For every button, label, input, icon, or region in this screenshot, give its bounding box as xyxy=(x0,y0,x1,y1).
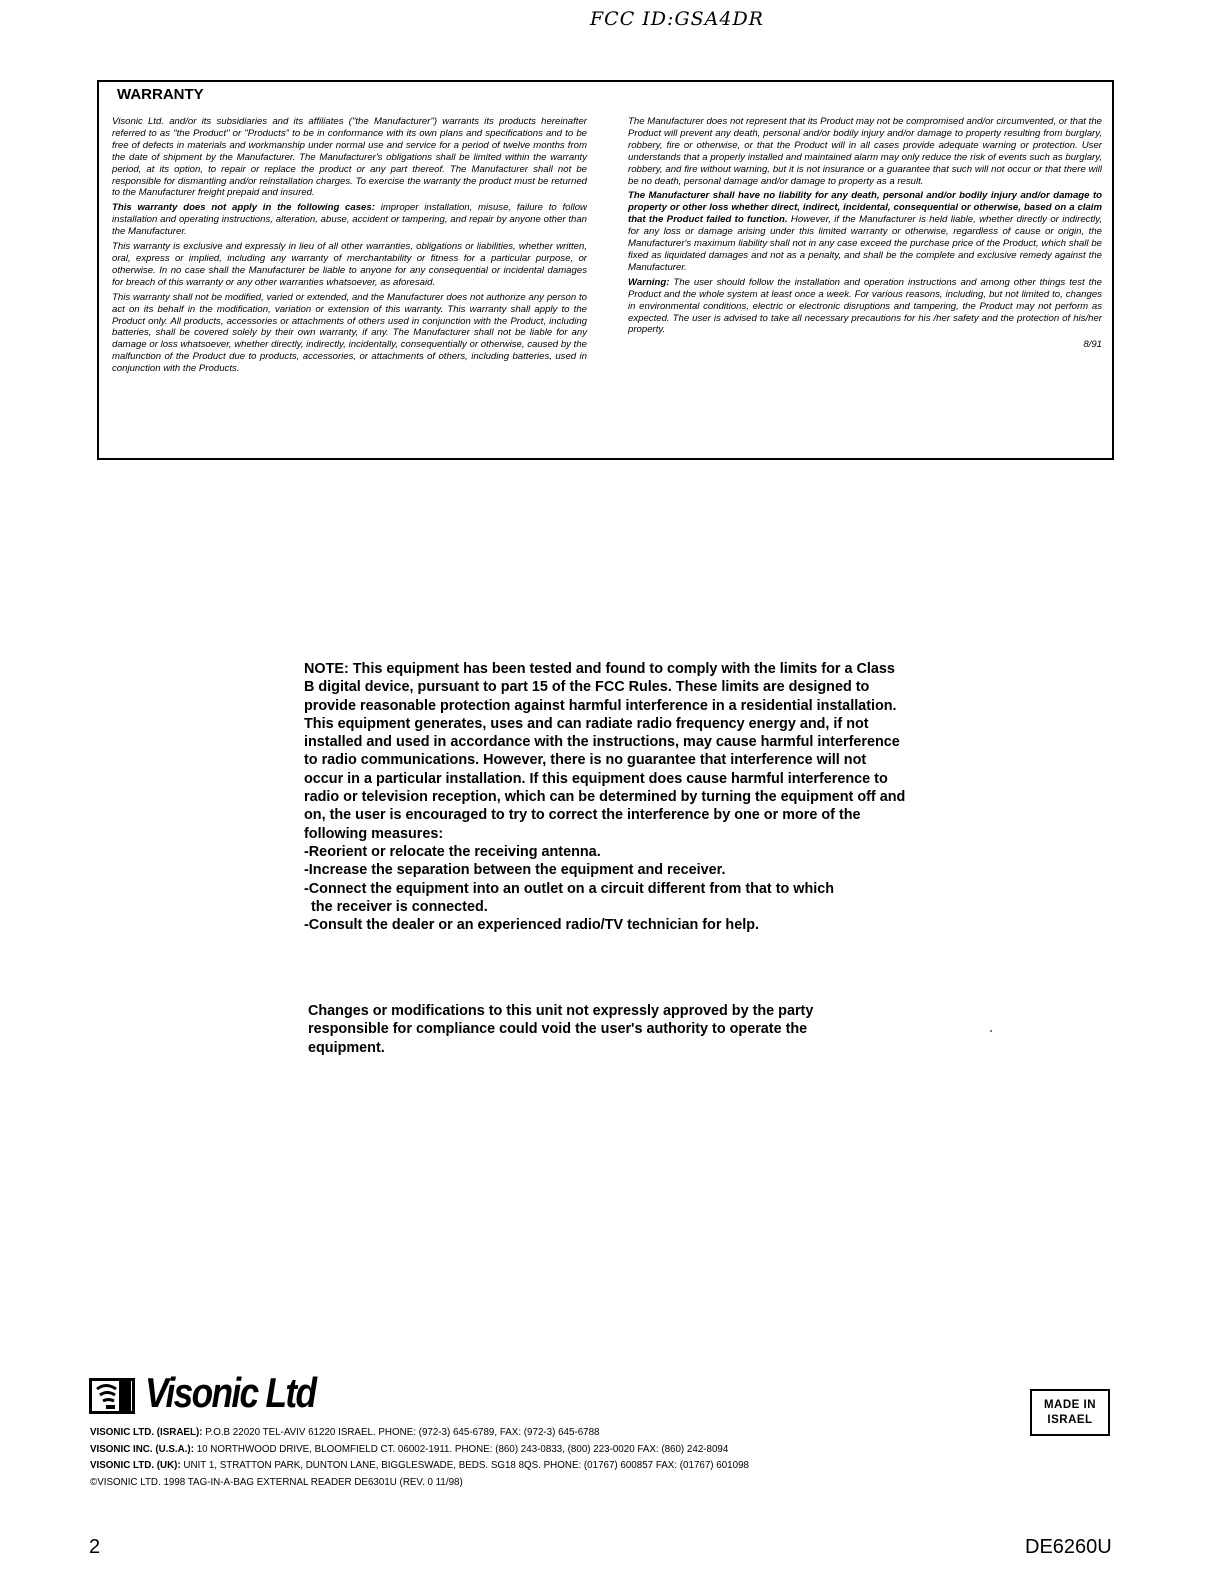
warranty-left-column xyxy=(112,116,587,378)
warranty-paragraph: Visonic Ltd. and/or its subsidiaries and its affiliates ("the Manufacturer") warrants its products hereinafter referred to as "the Product" or "Products" to be in conformance with its own plans and specifications and to be free of defects in materials and workmanship under normal use and service for a period of twelve months from the date of shipment by the Manufacturer. The Manufacturer's obligations shall be limited within the warranty period, at its option, to repair or replace the product or any part thereof. The Manufacturer shall not be responsible for dismantling and/or reinstallation charges. To exercise the warranty the product must be returned to the Manufacturer freight prepaid and insured. xyxy=(112,116,587,199)
visonic-logo xyxy=(89,1369,374,1419)
address-label: VISONIC INC. (U.S.A.): xyxy=(90,1443,194,1455)
warning-text: The user should follow the installation and operation instructions and among other things test the Product and the whole system at least once a week. For various reasons, including, but not limited to, changes in environmental conditions, electric or electronic disruptions and tampering, the Product may not perform as expected. The user is advised to take all necessary precautions for his /her safety and the protection of his/her property. xyxy=(628,276,1103,336)
warranty-paragraph: This warranty shall not be modified, varied or extended, and the Manufacturer does not authorize any person to act on its behalf in the modification, variation or extension of this warranty. This warranty shall apply to the Product only. All products, accessories or attachments of others used in conjunction with the Product, including batteries, shall be covered solely by their own warranty, if any. The Manufacturer shall not be liable for any damage or loss whatsoever, whether directly, indirectly, incidentally, consequentially or otherwise, caused by the malfunction of the Product due to products, accessories, or attachments of others, including batteries, used in conjunction with the Products. xyxy=(112,291,587,375)
made-in-country: ISRAEL xyxy=(1047,1413,1093,1426)
warranty-paragraph: This warranty is exclusive and expressly in lieu of all other warranties, obligations or liabilities, whether written, oral, express or implied, including any warranty of merchantability or fitness for a particular purpose, or otherwise. In no case shall the Manufacturer be liable to anyone for any consequential or incidental damages for breach of this warranty or any other warranties whatsoever, as aforesaid. xyxy=(112,241,587,288)
warranty-paragraph xyxy=(628,190,1102,273)
made-in-israel-badge xyxy=(1030,1389,1110,1436)
scan-dot xyxy=(990,1030,992,1032)
address-label: VISONIC LTD. (UK): xyxy=(90,1460,181,1472)
address-label: VISONIC LTD. (ISRAEL): xyxy=(90,1427,203,1438)
warning-lead: Warning: xyxy=(628,276,670,288)
warranty-paragraph xyxy=(112,202,587,238)
fcc-measure: -Consult the dealer or an experienced radio/TV technician for help. xyxy=(304,917,759,934)
address-text: 10 NORTHWOOD DRIVE, BLOOMFIELD CT. 06002-1911. PHONE: (860) 243-0833, (800) 223-0020 FAX: (860) 242-8094 xyxy=(193,1443,729,1455)
warranty-title: WARRANTY xyxy=(117,86,204,103)
fcc-measure-continuation: the receiver is connected. xyxy=(311,898,488,915)
visonic-logo-text: Visonic Ltd xyxy=(145,1369,316,1416)
changes-notice: Changes or modifications to this unit not expressly approved by the party responsible for compliance could void the user's authority to operate the equipment. xyxy=(308,1003,814,1056)
warranty-exclusions-text: improper installation, misuse, failure to follow installation and operating instructions, alteration, abuse, accident or tampering, and repair by anyone other than the Manufacturer. xyxy=(112,202,587,238)
document-code: DE6260U xyxy=(1025,1536,1112,1558)
warranty-paragraph xyxy=(628,277,1102,337)
copyright-line: ©VISONIC LTD. 1998 TAG-IN-A-BAG EXTERNAL READER DE6301U (REV. 0 11/98) xyxy=(90,1476,463,1488)
address-line xyxy=(90,1425,749,1442)
made-in-line: MADE IN xyxy=(1043,1398,1097,1411)
fcc-measure: -Increase the separation between the equipment and receiver. xyxy=(304,862,726,879)
company-addresses xyxy=(90,1425,749,1491)
liability-lead: The Manufacturer shall have no liability for any death, personal and/or bodily injury and/or damage to property or other loss whether direct, indirect, incidental, consequential or otherwise, based on a claim that the Product failed to function. xyxy=(628,190,1102,226)
fcc-id-handwritten: FCC ID:GSA4DR xyxy=(590,8,764,30)
fcc-note-paragraph: NOTE: This equipment has been tested and found to comply with the limits for a Class B digital device, pursuant to part 15 of the FCC Rules. These limits are designed to provide reasonable protection against harmful interference in a residential installation. This equipment generates, uses and can radiate radio frequency energy and, if not installed and used in accordance with the instructions, may cause harmful interference to radio communications. However, there is no guarantee that interference will not occur in a particular installation. If this equipment does cause harmful interference to radio or television reception, which can be determined by turning the equipment off and on, the user is encouraged to try to correct the interference by one or more of the following measures: xyxy=(304,661,906,842)
fcc-compliance-note xyxy=(304,660,909,934)
warranty-paragraph: The Manufacturer does not represent that its Product may not be compromised and/or circumvented, or that the Product will prevent any death, personal and/or bodily injury and/or damage to property resulting from burglary, robbery, fire or otherwise, or that the Product will in all cases provide adequate warning or protection. User understands that a properly installed and maintained alarm may only reduce the risk of events such as burglary, robbery, and fire without warning, but it is not insurance or a guarantee that such will not occur or that there will be no death, personal damage and/or damage to property as a result. xyxy=(628,116,1102,187)
warranty-right-column xyxy=(628,116,1102,351)
warranty-exclusions-lead: This warranty does not apply in the following cases: xyxy=(112,202,375,214)
warranty-date-code: 8/91 xyxy=(1083,339,1102,351)
address-text: P.O.B 22020 TEL-AVIV 61220 ISRAEL. PHONE: (972-3) 645-6789, FAX: (972-3) 645-6788 xyxy=(202,1427,600,1438)
visonic-logo-icon xyxy=(89,1378,135,1414)
address-line xyxy=(90,1442,749,1459)
page-number: 2 xyxy=(89,1536,101,1558)
fcc-measure: -Connect the equipment into an outlet on a circuit different from that to which xyxy=(304,880,835,897)
fcc-measure: -Reorient or relocate the receiving antenna. xyxy=(304,843,601,860)
liability-text: However, if the Manufacturer is held liable, whether directly or indirectly, for any loss or damage arising under this limited warranty or otherwise, regardless of cause or origin, the Manufacturer's maximum liability shall not in any case exceed the purchase price of the Product, which shall be fixed as liquidated damages and not as a penalty, and shall be the complete and exclusive remedy against the Manufacturer. xyxy=(628,214,1103,273)
address-text: UNIT 1, STRATTON PARK, DUNTON LANE, BIGGLESWADE, BEDS. SG18 8QS. PHONE: (01767) 600857 FAX: (01767) 601098 xyxy=(180,1460,749,1472)
address-line xyxy=(90,1458,749,1475)
